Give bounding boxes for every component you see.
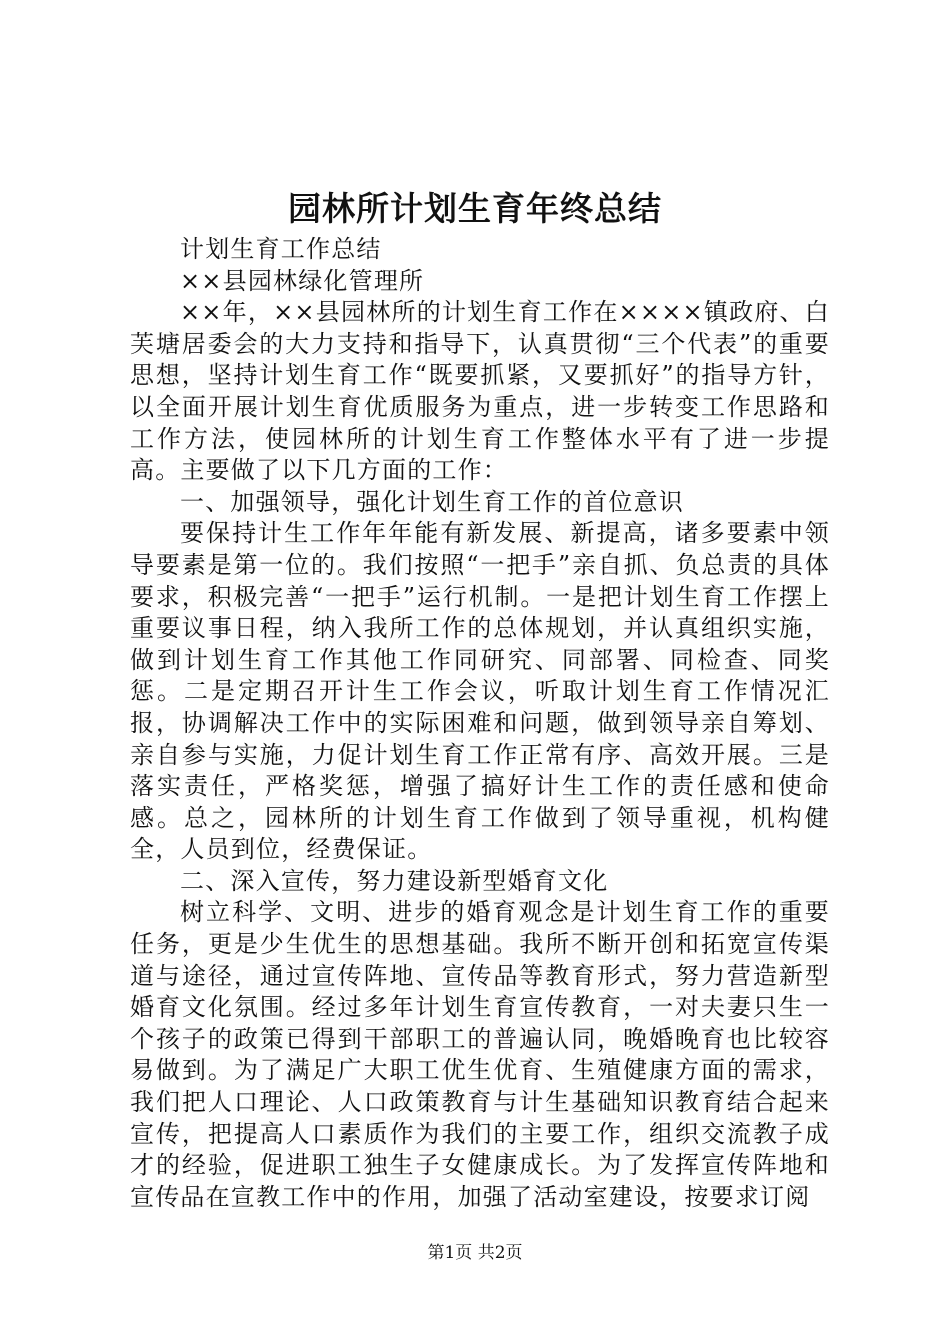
document-title: 园林所计划生育年终总结	[288, 189, 662, 228]
organization-paragraph: ××县园林绿化管理所	[180, 266, 425, 295]
subtitle-paragraph: 计划生育工作总结	[180, 235, 382, 263]
document-body	[130, 234, 830, 1213]
page-footer: 第1页 共2页	[427, 1243, 523, 1263]
section-body-2: 树立科学、文明、进步的婚育观念是计划生育工作的重要任务，更是少生优生的思想基础。我所不断开创和拓宽宣传渠道与途径，通过宣传阵地、宣传品等教育形式，努力营造新型婚育文化氛围。经过多年计划生育宣传教育，一对夫妻只生一个孩子的政策已得到干部职工的普遍认同，晚婚晚育也比较容易做到。为了满足广大职工优生优育、生殖健康方面的需求，我们把人口理论、人口政策教育与计生基础知识教育结合起来宣传，把提高人口素质作为我们的主要工作，组织交流教子成才的经验，促进职工独生子女健康成长。为了发挥宣传阵地和宣传品在宣教工作中的作用，加强了活动室建设，按要求订阅	[130, 898, 830, 1211]
section-heading-1: 一、加强领导，强化计划生育工作的首位意识	[180, 487, 684, 516]
intro-paragraph: ××年，××县园林所的计划生育工作在××××镇政府、白芙塘居委会的大力支持和指导下，认真贯彻“三个代表”的重要思想，坚持计划生育工作“既要抓紧，又要抓好”的指导方针，以全面开展计划生育优质服务为重点，进一步转变工作思路和工作方法，使园林所的计划生育工作整体水平有了进一步提高。主要做了以下几方面的工作：	[130, 298, 830, 485]
section-body-1: 要保持计生工作年年能有新发展、新提高，诸多要素中领导要素是第一位的。我们按照“一把手”亲自抓、负总责的具体要求，积极完善“一把手”运行机制。一是把计划生育工作摆上重要议事日程，纳入我所工作的总体规划，并认真组织实施，做到计划生育工作其他工作同研究、同部署、同检查、同奖惩。二是定期召开计生工作会议，听取计划生育工作情况汇报，协调解决工作中的实际困难和问题，做到领导亲自筹划、亲自参与实施，力促计划生育工作正常有序、高效开展。三是落实责任，严格奖惩，增强了搞好计生工作的责任感和使命感。总之，园林所的计划生育工作做到了领导重视，机构健全，人员到位，经费保证。	[130, 519, 830, 864]
section-heading-2: 二、深入宣传，努力建设新型婚育文化	[180, 866, 609, 895]
